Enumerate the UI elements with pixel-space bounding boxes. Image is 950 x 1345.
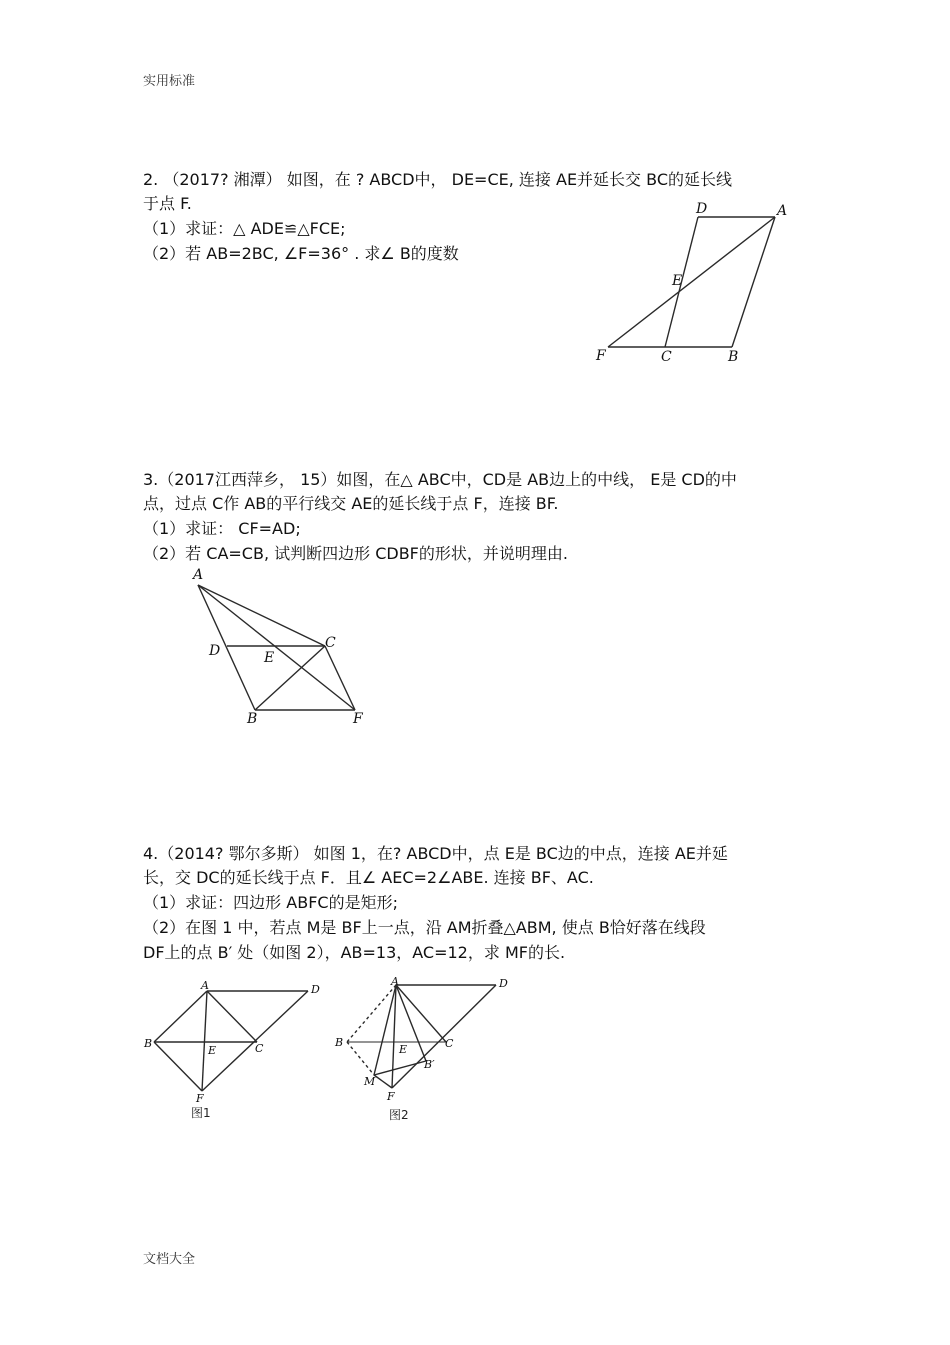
- segment-ab: [154, 991, 207, 1042]
- page-header: 实用标准: [143, 74, 196, 89]
- page-footer: 文档大全: [143, 1252, 196, 1267]
- problem-3-line-2: 点，过点 C作 AB的平行线交 AE的延长线于点 F，连接 BF.: [143, 494, 559, 513]
- problem-3-line-4: （2）若 CA=CB, 试判断四边形 CDBF的形状，并说明理由.: [143, 544, 568, 563]
- segment-mf: [374, 1075, 392, 1088]
- label-f: F: [353, 711, 363, 727]
- problem-2-line-3: （1）求证：△ ADE≌△FCE;: [143, 219, 346, 238]
- label-c: C: [255, 1042, 264, 1055]
- problem-4-line-4: （2）在图 1 中，若点 M是 BF上一点，沿 AM折叠△ABM, 使点 B恰好落在线段: [143, 918, 706, 937]
- segment-bm-dashed: [347, 1042, 374, 1075]
- label-e: E: [208, 1044, 217, 1057]
- problem-3-line-3: （1）求证： CF=AD;: [143, 519, 301, 538]
- segment-df: [392, 985, 496, 1088]
- problem-3-line-1: 3.（2017江西萍乡， 15）如图，在△ ABC中，CD是 AB边上的中线， E是 CD的中: [143, 470, 737, 489]
- segment-cf: [325, 646, 355, 710]
- label-d: D: [696, 201, 708, 217]
- label-d: D: [209, 643, 221, 659]
- segment-fa: [608, 217, 775, 347]
- label-b: B: [247, 711, 258, 727]
- label-a: A: [391, 975, 399, 988]
- label-c: C: [661, 349, 672, 365]
- label-a: A: [777, 203, 788, 219]
- segment-ac: [198, 585, 325, 646]
- problem-4-figure-2: [330, 975, 520, 1105]
- figure-2-caption: 图2: [389, 1108, 409, 1122]
- label-b: B: [728, 349, 739, 365]
- label-b: B: [335, 1036, 344, 1049]
- label-b-prime: B′: [424, 1058, 435, 1071]
- problem-2-line-2: 于点 F.: [143, 194, 192, 213]
- problem-4-line-2: 长，交 DC的延长线于点 F．且∠ AEC=2∠ABE. 连接 BF、AC.: [143, 868, 594, 887]
- problem-2-figure: [590, 195, 810, 370]
- segment-ab: [198, 585, 255, 710]
- label-e: E: [399, 1043, 408, 1056]
- label-f: F: [596, 348, 606, 364]
- problem-2-line-4: （2）若 AB=2BC, ∠F=36° . 求∠ B的度数: [143, 244, 459, 263]
- segment-ac: [396, 985, 446, 1042]
- label-e: E: [264, 650, 275, 666]
- label-c: C: [445, 1037, 454, 1050]
- label-b: B: [144, 1037, 153, 1050]
- problem-3-figure: [185, 565, 385, 730]
- segment-mb-prime: [374, 1061, 426, 1075]
- label-a: A: [193, 567, 204, 583]
- problem-4-line-5: DF上的点 B′ 处（如图 2），AB=13，AC=12，求 MF的长.: [143, 943, 566, 962]
- segment-df: [202, 991, 308, 1091]
- problem-4-figure-1: [140, 975, 330, 1105]
- problem-4-line-3: （1）求证：四边形 ABFC的是矩形;: [143, 893, 398, 912]
- label-f: F: [387, 1090, 395, 1103]
- problem-2-line-1: 2. （2017? 湘潭） 如图，在 ? ABCD中， DE=CE, 连接 AE并延长交 BC的延长线: [143, 170, 733, 189]
- problem-4-line-1: 4.（2014? 鄂尔多斯） 如图 1，在? ABCD中，点 E是 BC边的中点，连接 AE并延: [143, 844, 728, 863]
- label-d: D: [499, 977, 508, 990]
- label-e: E: [672, 273, 683, 289]
- label-a: A: [201, 979, 209, 992]
- label-f: F: [196, 1092, 204, 1105]
- label-c: C: [325, 635, 336, 651]
- segment-bf: [154, 1042, 202, 1091]
- label-d: D: [311, 983, 320, 996]
- segment-ab: [732, 217, 775, 347]
- segment-ac: [207, 991, 257, 1042]
- figure-1-caption: 图1: [191, 1106, 211, 1120]
- label-m: M: [364, 1075, 376, 1088]
- segment-af: [202, 991, 207, 1091]
